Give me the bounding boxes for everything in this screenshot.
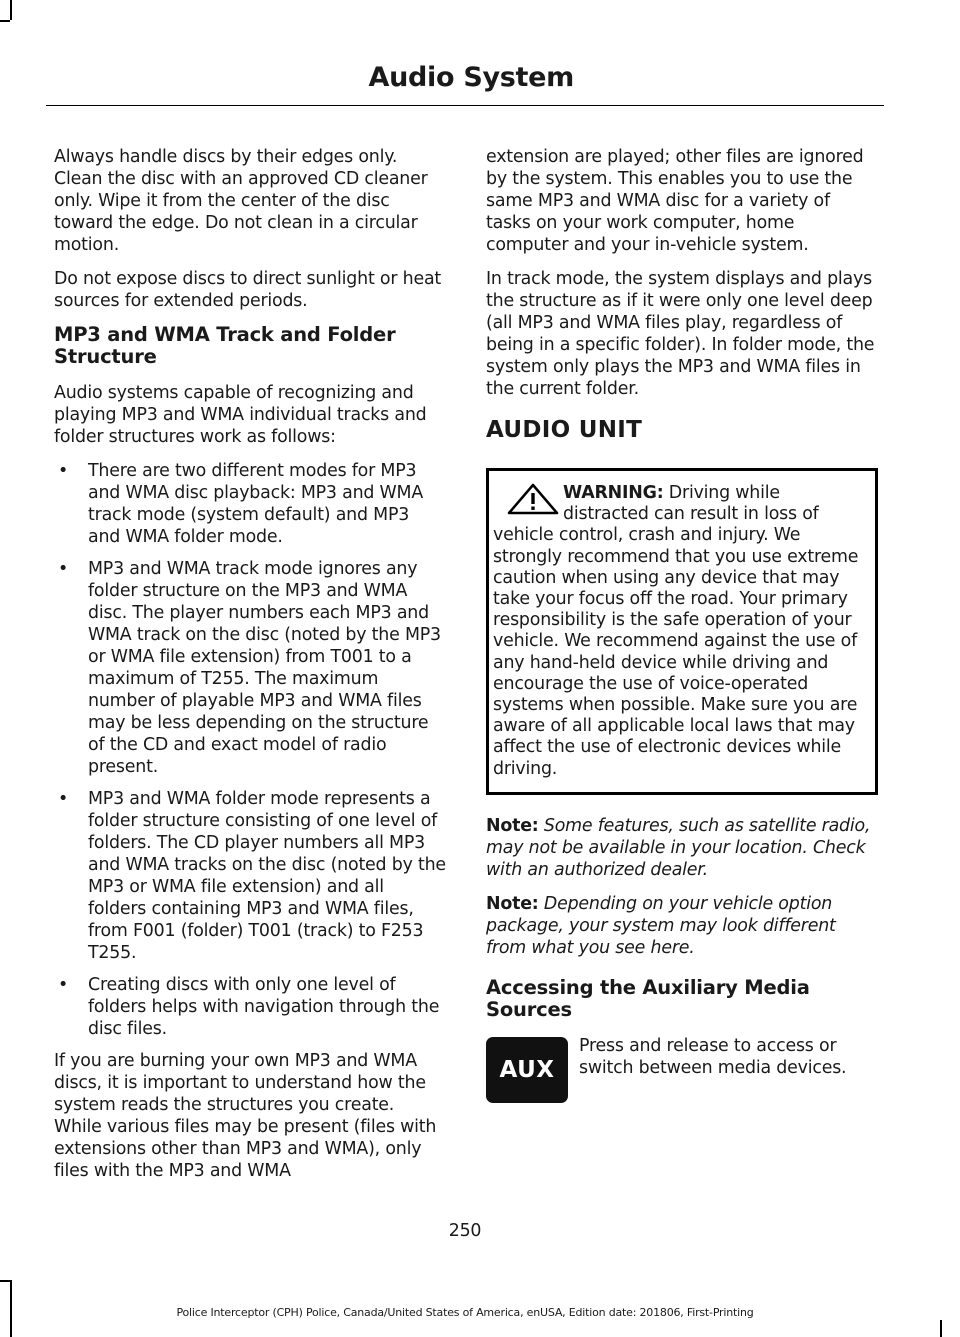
- list-item-text: Creating discs with only one level of folders helps with navigation through the disc files.: [88, 975, 440, 1039]
- warning-box: [486, 468, 878, 795]
- list-item: [54, 558, 446, 778]
- note-option-package: [486, 893, 878, 959]
- aux-instruction: [486, 1035, 878, 1115]
- header-divider: [46, 105, 884, 106]
- warning-triangle-icon: [507, 483, 559, 515]
- right-column: [486, 146, 878, 1115]
- bullet-list: [54, 460, 446, 1040]
- footer-edition: Police Interceptor (CPH) Police, Canada/United States of America, enUSA, Edition date: 201806, First-Printing: [176, 1306, 754, 1319]
- list-item-text: MP3 and WMA track mode ignores any folder structure on the MP3 and WMA disc. The player numbers each MP3 and WMA track on the disc (noted by the MP3 or WMA file extension) from T001 to a maximum of T255. The maximum number of playable MP3 and WMA files may be less depending on the structure of the CD and exact model of radio present.: [88, 559, 441, 777]
- note-label: Note:: [486, 815, 539, 836]
- list-item-text: MP3 and WMA folder mode represents a folder structure consisting of one level of folders. The CD player numbers all MP3 and WMA tracks on the disc (noted by the MP3 or WMA file extension) and all folders containing MP3 and WMA files, from F001 (folder) T001 (track) to F253 T255.: [88, 789, 446, 963]
- paragraph-extension: extension are played; other files are ignored by the system. This enables you to use the same MP3 and WMA disc for a variety of tasks on your work computer, home computer and your in-vehicle system.: [486, 147, 864, 255]
- paragraph-intro: Audio systems capable of recognizing and playing MP3 and WMA individual tracks and folder structures work as follows:: [54, 383, 427, 447]
- crop-mark: [0, 20, 10, 22]
- list-item: [54, 460, 446, 548]
- warning-text: Driving while distracted can result in loss of vehicle control, crash and injury. We strongly recommend that you use extreme caution when using any device that may take your focus off the road. Your primary responsibility is the safe operation of your vehicle. We recommend against the use of any hand-held device while driving and encourage the use of voice-operated systems when possible. Make sure you are aware of all applicable local laws that may affect the use of electronic devices while driving.: [493, 483, 859, 779]
- list-item: [54, 974, 446, 1040]
- paragraph-burning-discs: If you are burning your own MP3 and WMA discs, it is important to understand how the system reads the structures you create. While various files may be present (files with extensions other than MP3 and WMA), only files with the MP3 and WMA: [54, 1051, 437, 1181]
- section-heading-mp3-structure: MP3 and WMA Track and Folder Structure: [54, 323, 396, 368]
- bullet-marker: •: [58, 975, 69, 995]
- crop-mark: [0, 1280, 12, 1282]
- bullet-marker: •: [58, 789, 69, 809]
- crop-mark: [940, 1320, 942, 1337]
- aux-instruction-text: Press and release to access or switch between media devices.: [579, 1035, 847, 1078]
- list-item-text: There are two different modes for MP3 and WMA disc playback: MP3 and WMA track mode (system default) and MP3 and WMA folder mode.: [88, 461, 424, 547]
- paragraph-disc-handling: Always handle discs by their edges only. Clean the disc with an approved CD cleaner only. Wipe it from the center of the disc toward the edge. Do not clean in a circular motion.: [54, 147, 428, 255]
- bullet-marker: •: [58, 559, 69, 579]
- page-title: Audio System: [368, 62, 574, 93]
- section-heading-aux-media: Accessing the Auxiliary Media Sources: [486, 975, 810, 1021]
- paragraph-track-mode: In track mode, the system displays and plays the structure as if it were only one level deep (all MP3 and WMA files play, regardless of being in a specific folder). In folder mode, the system only plays the MP3 and WMA files in the current folder.: [486, 269, 875, 399]
- paragraph-disc-exposure: Do not expose discs to direct sunlight or heat sources for extended periods.: [54, 269, 442, 311]
- note-text: Some features, such as satellite radio, may not be available in your location. Check with an authorized dealer.: [486, 815, 871, 880]
- left-column: [54, 146, 446, 1194]
- note-text: Depending on your vehicle option package, your system may look different from what you see here.: [486, 893, 836, 958]
- list-item: [54, 788, 446, 964]
- note-label: Note:: [486, 893, 539, 914]
- note-satellite: [486, 815, 878, 881]
- crop-mark: [10, 0, 12, 20]
- page-number: 250: [448, 1221, 482, 1241]
- warning-label: WARNING:: [563, 483, 664, 503]
- aux-button-icon: AUX: [486, 1037, 568, 1103]
- section-heading-audio-unit: AUDIO UNIT: [486, 417, 643, 443]
- bullet-marker: •: [58, 461, 69, 481]
